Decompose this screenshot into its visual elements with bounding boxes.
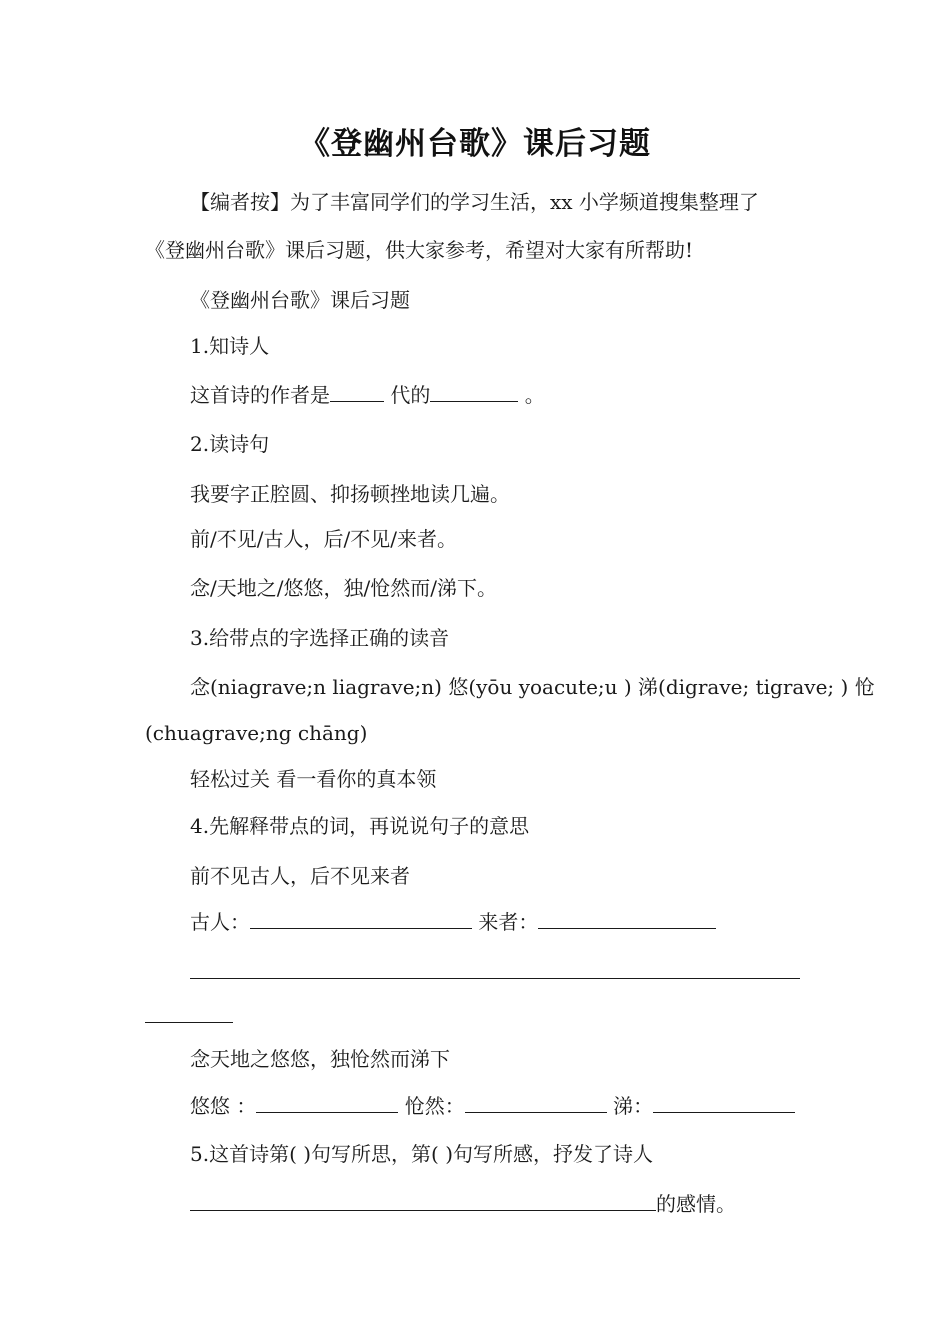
q1-text-c: 。 (518, 383, 545, 407)
q4-label-chuangran: 怆然： (398, 1094, 465, 1118)
q5-line-2-tail: 的感情。 (656, 1192, 736, 1216)
q4-heading: 4.先解释带点的词，再说说句子的意思 (190, 814, 530, 838)
q5-line-1: 5.这首诗第( )句写所思，第( )句写所感，抒发了诗人 (190, 1142, 654, 1166)
q2-heading: 2.读诗句 (190, 432, 270, 456)
q4-laizhe-blank[interactable] (538, 908, 716, 929)
q4-label-guren: 古人： (190, 910, 250, 934)
subtitle: 《登幽州台歌》课后习题 (190, 288, 410, 312)
q5-line-2 (190, 1190, 736, 1218)
q4-sentence-2: 念天地之悠悠，独怆然而涕下 (190, 1047, 450, 1071)
q1-question (190, 381, 545, 409)
q3-line-2: (chuagrave;ng chāng) (145, 721, 368, 745)
q1-text-a: 这首诗的作者是 (190, 383, 330, 407)
q4-ti-blank[interactable] (653, 1092, 795, 1113)
q4-label-ti: 涕： (606, 1094, 654, 1118)
q4-row-2 (190, 1092, 795, 1120)
q1-author-blank[interactable] (430, 381, 518, 402)
q2-poem-line-1: 前/不见/古人，后/不见/来者。 (190, 527, 457, 551)
q4-chuangran-blank[interactable] (465, 1092, 607, 1113)
q4-guren-blank[interactable] (250, 908, 472, 929)
intro-line-2: 《登幽州台歌》课后习题，供大家参考，希望对大家有所帮助! (145, 238, 694, 262)
section-title: 轻松过关 看一看你的真本领 (190, 767, 437, 791)
q3-heading: 3.给带点的字选择正确的读音 (190, 626, 450, 650)
intro-line-1: 【编者按】为了丰富同学们的学习生活，xx 小学频道搜集整理了 (190, 190, 759, 214)
q4-meaning-blank-1[interactable] (190, 958, 800, 979)
q1-dynasty-blank[interactable] (330, 381, 384, 402)
q4-label-youyou: 悠悠 ： (190, 1094, 257, 1118)
document-title: 《登幽州台歌》课后习题 (299, 126, 651, 162)
q4-meaning-row-1 (190, 958, 800, 986)
q1-text-b: 代的 (384, 383, 431, 407)
q2-instruction: 我要字正腔圆、抑扬顿挫地读几遍。 (190, 482, 510, 506)
q3-line-1: 念(niagrave;n liagrave;n) 悠(yōu yoacute;u ) 涕(digrave; tigrave; ) 怆 (190, 675, 875, 699)
q4-sentence-1: 前不见古人，后不见来者 (190, 864, 410, 888)
q4-youyou-blank[interactable] (256, 1092, 398, 1113)
q4-meaning-row-2 (145, 1002, 233, 1030)
q4-meaning-blank-2[interactable] (145, 1002, 233, 1023)
q5-feeling-blank[interactable] (190, 1190, 656, 1211)
q2-poem-line-2: 念/天地之/悠悠，独/怆然而/涕下。 (190, 576, 497, 600)
q4-label-laizhe: 来者： (472, 910, 539, 934)
q4-row-1 (190, 908, 716, 936)
q1-heading: 1.知诗人 (190, 334, 270, 358)
